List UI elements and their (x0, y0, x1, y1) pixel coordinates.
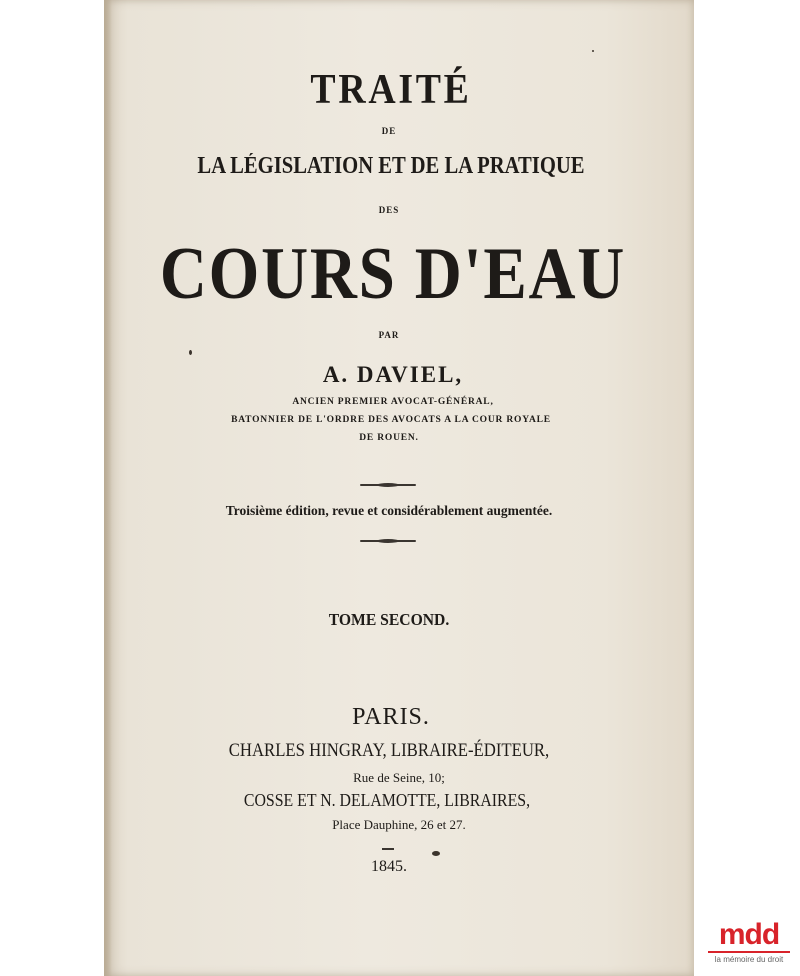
volume-label: TOME SECOND. (328, 610, 450, 629)
mdd-logo (704, 920, 794, 970)
title-page (104, 0, 694, 976)
logo-tagline: la mémoire du droit (714, 955, 784, 964)
publisher-1-address: Rue de Seine, 10; (353, 770, 445, 785)
ink-speck (432, 851, 440, 856)
edition-statement: Troisième édition, revue et considérablement augmentée. (225, 503, 553, 518)
author-qualification-3: DE ROUEN. (359, 433, 419, 443)
publisher-2: COSSE ET N. DELAMOTTE, LIBRAIRES, (243, 790, 531, 810)
publisher-1: CHARLES HINGRAY, LIBRAIRE-ÉDITEUR, (228, 740, 550, 761)
imprint-city: PARIS. (352, 704, 430, 730)
logo-mark: mdd (718, 918, 780, 951)
book-subtitle: LA LÉGISLATION ET DE LA PRATIQUE (197, 153, 585, 179)
ink-speck (592, 50, 594, 52)
book-title: TRAITÉ (310, 67, 472, 113)
author-name: A. DAVIEL, (322, 362, 464, 387)
ornamental-rule-bottom (360, 540, 416, 542)
word-de: DE (381, 126, 397, 136)
logo-underline (708, 951, 790, 953)
publisher-2-address: Place Dauphine, 26 et 27. (332, 817, 466, 832)
ornamental-rule-top (360, 484, 416, 486)
word-des: DES (378, 205, 400, 215)
publication-year: 1845. (371, 858, 407, 875)
word-par: PAR (378, 330, 400, 340)
author-qualification-1: ANCIEN PREMIER AVOCAT-GÉNÉRAL, (292, 397, 494, 407)
ink-speck (189, 350, 192, 355)
author-qualification-2: BATONNIER DE L'ORDRE DES AVOCATS A LA COUR ROYALE (231, 415, 551, 425)
short-dash (382, 848, 394, 850)
book-main-title: COURS D'EAU (159, 233, 627, 315)
